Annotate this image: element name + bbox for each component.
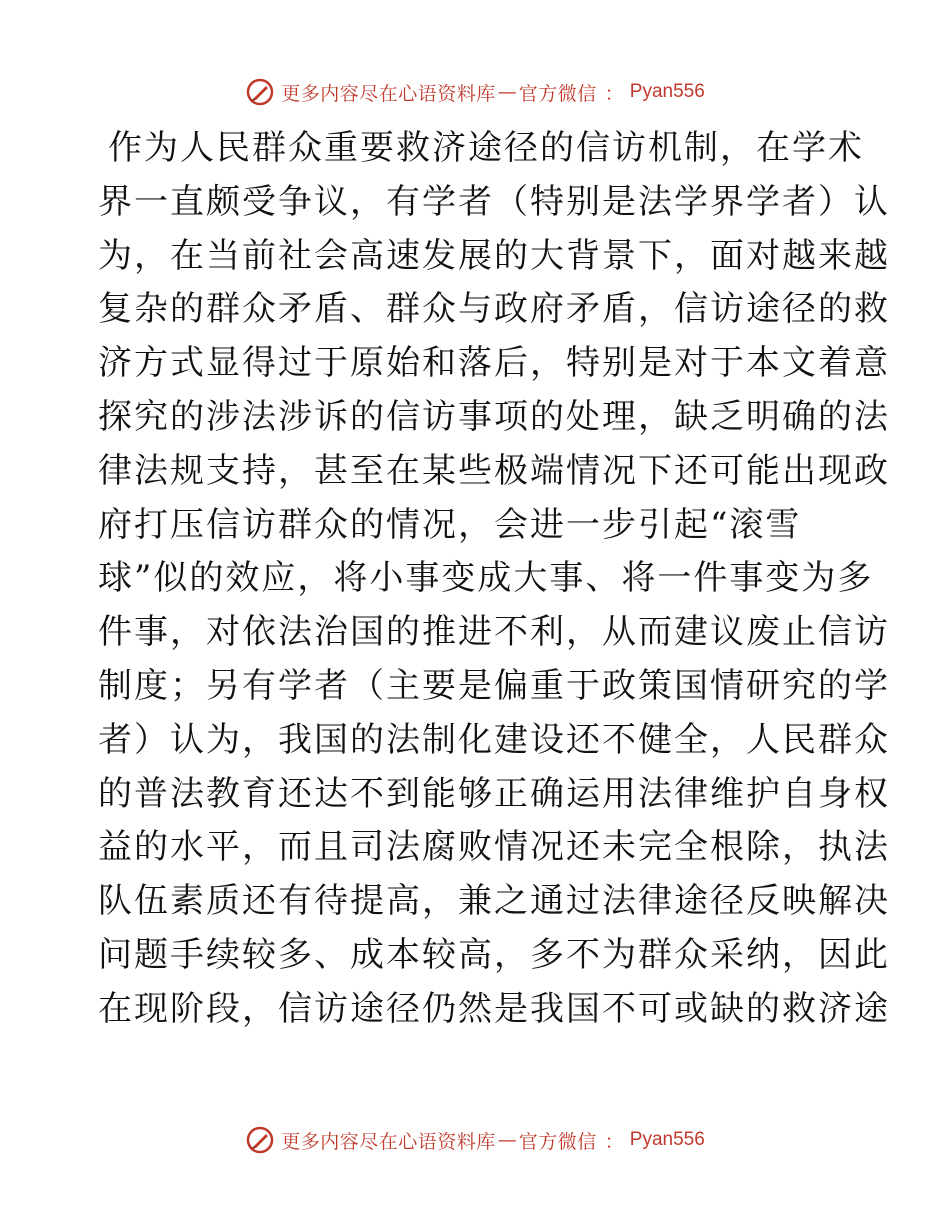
pen-circle-logo-icon (245, 1125, 275, 1155)
body-line-5: 济方式显得过于原始和落后，特别是对于本文着意 (98, 343, 890, 384)
header-banner (0, 72, 950, 112)
body-line-10: 件事，对依法治国的推进不利，从而建议废止信访 (98, 612, 890, 653)
banner-dash: — (497, 1129, 517, 1151)
body-line-13: 的普法教育还达不到能够正确运用法律维护自身权 (98, 773, 890, 814)
body-line-9: 球”似的效应，将小事变成大事、将一件事变为多 (98, 558, 874, 599)
body-line-17: 在现阶段，信访途径仍然是我国不可或缺的救济途 (98, 988, 890, 1029)
body-line-15: 队伍素质还有待提高，兼之通过法律途径反映解决 (98, 881, 890, 922)
banner-wechat-label: 官方微信 (518, 1130, 597, 1153)
banner-wechat-id: Pyan556 (629, 1129, 705, 1150)
banner-dash: — (497, 81, 517, 103)
footer-banner (0, 1120, 950, 1160)
body-line-8: 府打压信访群众的情况，会进一步引起“滚雪 (98, 504, 802, 545)
banner-slogan: 更多内容尽在心语资料库 (281, 1130, 496, 1153)
document-body (98, 122, 890, 1037)
body-line-12: 者）认为，我国的法制化建设还不健全，人民群众 (98, 719, 890, 760)
body-line-4: 复杂的群众矛盾、群众与政府矛盾，信访途径的救 (98, 289, 890, 330)
banner-separator: ： (604, 82, 624, 105)
body-line-2: 界一直颇受争议，有学者（特别是法学界学者）认 (98, 181, 890, 222)
banner-separator: ： (604, 1130, 624, 1153)
banner-wechat-label: 官方微信 (518, 82, 597, 105)
body-line-6: 探究的涉法涉诉的信访事项的处理，缺乏明确的法 (98, 396, 890, 437)
banner-slogan: 更多内容尽在心语资料库 (281, 82, 496, 105)
body-line-16: 问题手续较多、成本较高，多不为群众采纳，因此 (98, 934, 890, 975)
body-line-7: 律法规支持，甚至在某些极端情况下还可能出现政 (98, 450, 890, 491)
banner-wechat-id: Pyan556 (629, 81, 705, 102)
body-line-1: 作为人民群众重要救济途径的信访机制，在学术 (108, 128, 864, 168)
body-line-3: 为，在当前社会高速发展的大背景下，面对越来越 (98, 235, 890, 276)
body-line-11: 制度；另有学者（主要是偏重于政策国情研究的学 (98, 665, 890, 706)
pen-circle-logo-icon (245, 77, 275, 107)
body-line-14: 益的水平，而且司法腐败情况还未完全根除，执法 (98, 827, 890, 868)
